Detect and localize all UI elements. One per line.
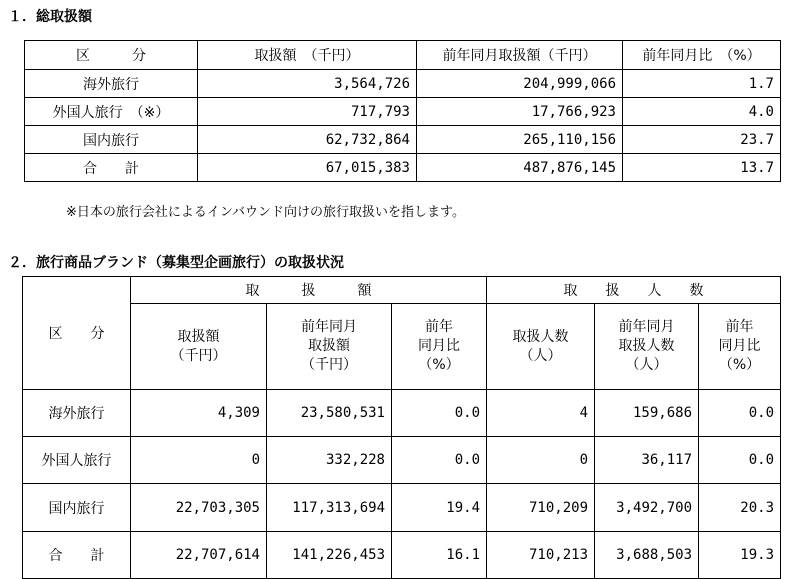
prev-amount-cell: 487,876,145 — [417, 154, 623, 182]
amount-cell: 3,564,726 — [198, 70, 417, 98]
amount-cell: 0 — [131, 437, 267, 484]
amount-cell: 4,309 — [131, 390, 267, 437]
people-cell: 710,209 — [487, 484, 595, 532]
people-ratio-cell: 19.3 — [699, 532, 781, 579]
amount-cell: 717,793 — [198, 98, 417, 126]
table-row-total — [25, 154, 781, 182]
header-line: （人） — [625, 357, 668, 373]
header-ratio: 前年同月比 （%） — [623, 41, 781, 70]
people-cell: 4 — [487, 390, 595, 437]
ratio-cell: 4.0 — [623, 98, 781, 126]
header-line: 取扱人数 — [512, 328, 569, 345]
prev-people-cell: 159,686 — [595, 390, 699, 437]
row-label: 合 計 — [23, 532, 131, 579]
header-prev-amount: 前年同月取扱額（千円） — [417, 41, 623, 70]
amount-ratio-cell: 0.0 — [392, 390, 487, 437]
people-cell: 710,213 — [487, 532, 595, 579]
header-line: 同月比 — [718, 338, 761, 354]
header-line: （%） — [718, 357, 761, 373]
prev-amount-cell: 17,766,923 — [417, 98, 623, 126]
header-amount-ratio — [392, 304, 487, 390]
table-header-row — [25, 41, 781, 70]
header-line: 同月比 — [418, 338, 460, 354]
header-amount — [131, 304, 267, 390]
table-row — [25, 126, 781, 154]
row-label: 国内旅行 — [23, 484, 131, 532]
ratio-cell: 1.7 — [623, 70, 781, 98]
prev-people-cell: 3,492,700 — [595, 484, 699, 532]
header-line: 取扱額 — [308, 338, 350, 354]
header-line: 前年 — [425, 319, 453, 335]
table-row — [25, 70, 781, 98]
row-label: 国内旅行 — [25, 126, 198, 154]
amount-ratio-cell: 16.1 — [392, 532, 487, 579]
section2-title: ２．旅行商品ブランド（募集型企画旅行）の取扱状況 — [8, 255, 344, 271]
group-header-amount: 取 扱 額 — [131, 277, 487, 304]
footnote: ※日本の旅行会社によるインバウンド向けの旅行取扱いを指します。 — [66, 205, 465, 220]
prev-amount-cell: 204,999,066 — [417, 70, 623, 98]
row-label: 外国人旅行 （※） — [25, 98, 198, 126]
section1-title: １．総取扱額 — [8, 9, 92, 25]
prev-people-cell: 3,688,503 — [595, 532, 699, 579]
table-row-total — [23, 532, 781, 579]
amount-cell: 62,732,864 — [198, 126, 417, 154]
prev-amount-cell: 141,226,453 — [267, 532, 392, 579]
prev-people-cell: 36,117 — [595, 437, 699, 484]
amount-ratio-cell: 0.0 — [392, 437, 487, 484]
group-header-people: 取 扱 人 数 — [487, 277, 781, 304]
people-cell: 0 — [487, 437, 595, 484]
prev-amount-cell: 117,313,694 — [267, 484, 392, 532]
people-ratio-cell: 0.0 — [699, 437, 781, 484]
row-label: 海外旅行 — [25, 70, 198, 98]
header-line: 前年同月 — [301, 319, 357, 335]
amount-cell: 22,707,614 — [131, 532, 267, 579]
header-line: （%） — [418, 357, 460, 373]
brand-table — [22, 276, 781, 579]
header-line: （人） — [519, 347, 562, 364]
header-line: （千円） — [170, 347, 227, 364]
header-amount: 取扱額 （千円） — [198, 41, 417, 70]
ratio-cell: 13.7 — [623, 154, 781, 182]
row-label: 合 計 — [25, 154, 198, 182]
ratio-cell: 23.7 — [623, 126, 781, 154]
group-header-row — [23, 277, 781, 304]
row-label: 海外旅行 — [23, 390, 131, 437]
header-line: 前年同月 — [618, 319, 675, 335]
header-people — [487, 304, 595, 390]
people-ratio-cell: 20.3 — [699, 484, 781, 532]
header-people-ratio — [699, 304, 781, 390]
header-prev-people — [595, 304, 699, 390]
people-ratio-cell: 0.0 — [699, 390, 781, 437]
header-line: 取扱額 — [177, 328, 220, 345]
header-line: 取扱人数 — [618, 338, 675, 354]
amount-cell: 67,015,383 — [198, 154, 417, 182]
total-amount-table — [24, 40, 781, 182]
prev-amount-cell: 332,228 — [267, 437, 392, 484]
header-line: （千円） — [301, 357, 357, 373]
header-category: 区 分 — [25, 41, 198, 70]
table-row — [25, 98, 781, 126]
sub-header-row — [23, 304, 781, 390]
amount-ratio-cell: 19.4 — [392, 484, 487, 532]
row-label: 外国人旅行 — [23, 437, 131, 484]
header-category: 区 分 — [23, 277, 131, 390]
header-line: 前年 — [725, 319, 754, 335]
table-row — [23, 484, 781, 532]
table-row — [23, 437, 781, 484]
prev-amount-cell: 23,580,531 — [267, 390, 392, 437]
table-row — [23, 390, 781, 437]
amount-cell: 22,703,305 — [131, 484, 267, 532]
header-prev-amount — [267, 304, 392, 390]
prev-amount-cell: 265,110,156 — [417, 126, 623, 154]
